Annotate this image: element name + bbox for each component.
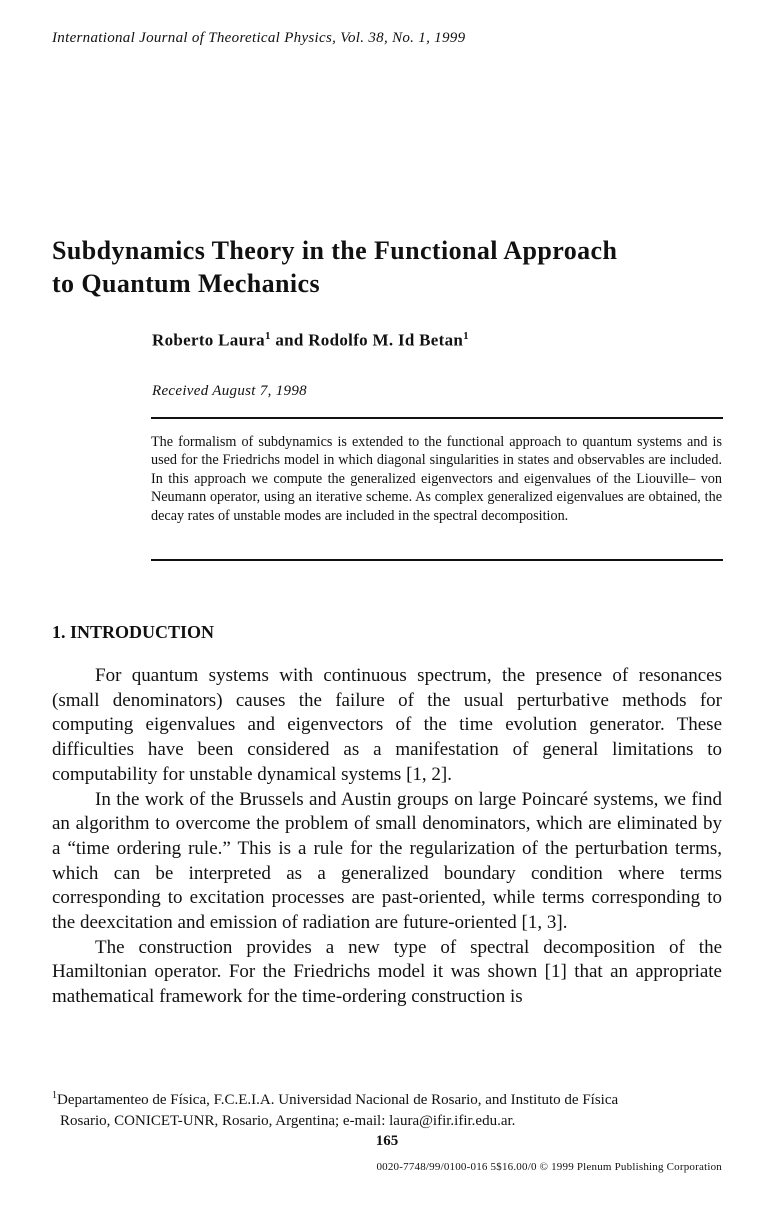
footnote [52,1085,724,1132]
abstract-bottom-rule [151,559,723,561]
abstract-top-rule [151,417,723,419]
authors [152,330,469,351]
title-line-2: to Quantum Mechanics [52,269,320,298]
author-1-footnote-mark: 1 [264,330,271,342]
section-body [52,664,722,1010]
journal-header: International Journal of Theoretical Physics, Vol. 38, No. 1, 1999 [52,30,466,46]
footnote-line-2: Rosario, CONICET-UNR, Rosario, Argentina; e-mail: laura@ifir.ifir.edu.ar. [60,1113,516,1129]
paragraph-1: For quantum systems with continuous spectrum, the presence of resonances (small denominators) causes the failure of the usual perturbative methods for computing eigenvalues and eigenvectors of the time evolution generator. These difficulties have been considered as a manifestation of general limitations to computability for unstable dynamical systems [1, 2]. [52,665,722,785]
author-2-footnote-mark: 1 [463,330,469,342]
section-heading: 1. INTRODUCTION [52,622,215,642]
paper-title [52,234,732,300]
paragraph-3: The construction provides a new type of spectral decomposition of the Hamiltonian operator. For the Friedrichs model it was shown [1] that an appropriate mathematical framework for the time-ordering construction is [52,936,722,1008]
author-2: Rodolfo M. Id Betan [308,330,464,350]
abstract: The formalism of subdynamics is extended to the functional approach to quantum systems and is used for the Friedrichs model in which diagonal singularities in states and observables are included. In this approach we compute the generalized eigenvectors and eigenvalues of the Liouville– von Neumann operator, using an iterative scheme. As complex generalized eigenvalues are obtained, the decay rates of unstable modes are included in the spectral decomposition. [151,434,722,524]
footnote-mark: 1 [52,1090,57,1101]
author-conjunction: and [275,330,304,350]
title-line-1: Subdynamics Theory in the Functional Approach [52,236,618,265]
page-number: 165 [375,1133,399,1149]
received-date: Received August 7, 1998 [152,383,307,399]
author-1: Roberto Laura [152,330,265,350]
paragraph-2: In the work of the Brussels and Austin groups on large Poincaré systems, we find an algorithm to overcome the problem of small denominators, which are eliminated by a “time ordering rule.” This is a rule for the regularization of the perturbation terms, which can be interpreted as a generalized boundary condition where terms corresponding to excitation processes are past-oriented, while terms corresponding to the deexcitation and emission of radiation are future-oriented [1, 3]. [52,788,722,934]
footnote-text-1: Departamenteo de Física, F.C.E.I.A. Universidad Nacional de Rosario, and Instituto de Física [57,1092,619,1108]
footnote-line-1 [52,1085,724,1111]
copyright-line: 0020-7748/99/0100-016 5$16.00/0 © 1999 Plenum Publishing Corporation [376,1161,722,1173]
